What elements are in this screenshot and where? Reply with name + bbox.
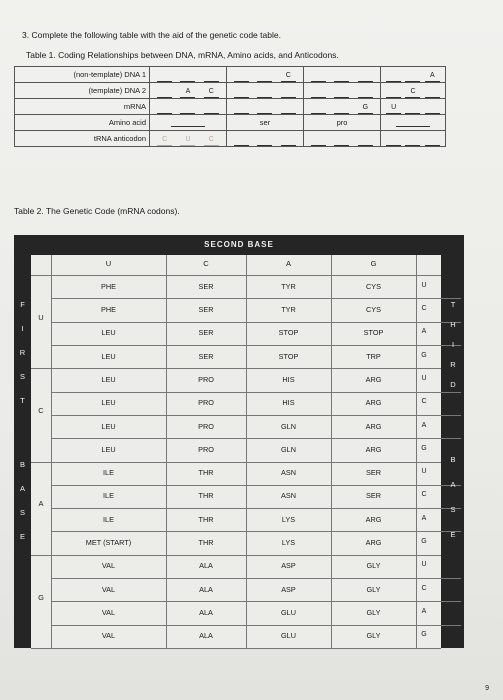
table1-row bbox=[15, 83, 446, 99]
nucleotide-slot bbox=[180, 103, 195, 114]
codon-amino-acid: TRP bbox=[366, 351, 381, 361]
nucleotide-slot bbox=[425, 87, 440, 98]
nucleotide-slot bbox=[234, 103, 249, 114]
codon-slots bbox=[304, 131, 380, 146]
codon-amino-acid: LEU bbox=[101, 328, 116, 338]
codon-cell[interactable] bbox=[304, 99, 381, 115]
codon-cell[interactable] bbox=[304, 67, 381, 83]
codon-amino-acid: VAL bbox=[101, 631, 116, 641]
nucleotide-slot: G bbox=[358, 103, 373, 114]
codon-amino-acid: ALA bbox=[199, 584, 213, 594]
grid-divider bbox=[416, 255, 417, 648]
row-label: Amino acid bbox=[15, 115, 150, 131]
codon-amino-acid: ALA bbox=[199, 608, 213, 618]
codon-amino-acid: ASN bbox=[280, 468, 296, 478]
codon-amino-acid: SER bbox=[198, 281, 214, 291]
nucleotide-slot bbox=[311, 87, 326, 98]
codon-slots bbox=[227, 131, 303, 146]
grid-divider bbox=[31, 462, 441, 463]
codon-cell[interactable] bbox=[150, 131, 227, 147]
third-base-label: C bbox=[421, 584, 427, 592]
nucleotide-slot bbox=[334, 135, 349, 146]
amino-acid-cell[interactable] bbox=[381, 115, 446, 131]
codon-amino-acid: MET (START) bbox=[85, 538, 132, 548]
table1-row bbox=[15, 131, 446, 147]
amino-acid-cell[interactable] bbox=[150, 115, 227, 131]
second-base-header: U bbox=[105, 259, 112, 268]
codon-amino-acid: GLY bbox=[366, 561, 381, 571]
genetic-code-table bbox=[14, 235, 464, 648]
codon-amino-acid: THR bbox=[198, 468, 214, 478]
third-base-label: G bbox=[421, 444, 427, 452]
third-base-side-letter: R bbox=[450, 360, 456, 369]
first-base-side-letter: S bbox=[19, 372, 25, 381]
grid-divider bbox=[51, 485, 461, 486]
nucleotide-slot: C bbox=[204, 87, 219, 98]
page-number: 9 bbox=[485, 685, 489, 692]
codon-cell[interactable] bbox=[227, 67, 304, 83]
nucleotide-slot bbox=[157, 103, 172, 114]
codon-amino-acid: SER bbox=[365, 468, 381, 478]
grid-divider bbox=[51, 508, 461, 509]
third-base-label: U bbox=[421, 468, 427, 476]
codon-amino-acid: PRO bbox=[198, 374, 214, 384]
codon-amino-acid: SER bbox=[198, 304, 214, 314]
nucleotide-slot: C bbox=[281, 71, 296, 82]
grid-divider bbox=[51, 601, 461, 602]
codon-amino-acid: TYR bbox=[281, 304, 296, 314]
codon-slots bbox=[150, 131, 226, 146]
third-base-side-letter: E bbox=[450, 530, 456, 539]
codon-cell[interactable] bbox=[304, 131, 381, 147]
table1-row bbox=[15, 115, 446, 131]
codon-amino-acid: ALA bbox=[199, 631, 213, 641]
codon-amino-acid: CYS bbox=[365, 304, 381, 314]
codon-amino-acid: ASP bbox=[281, 584, 296, 594]
grid-divider bbox=[166, 255, 167, 648]
nucleotide-slot bbox=[311, 71, 326, 82]
codon-cell[interactable] bbox=[227, 99, 304, 115]
third-base-label: C bbox=[421, 491, 427, 499]
codon-amino-acid: VAL bbox=[101, 608, 116, 618]
codon-amino-acid: LEU bbox=[101, 351, 116, 361]
nucleotide-slot bbox=[425, 103, 440, 114]
nucleotide-slot: A bbox=[180, 87, 195, 98]
nucleotide-slot bbox=[386, 87, 401, 98]
first-base-side-letter: B bbox=[19, 460, 25, 469]
codon-amino-acid: ASN bbox=[280, 491, 296, 501]
codon-amino-acid: PRO bbox=[198, 421, 214, 431]
nucleotide-slot bbox=[204, 103, 219, 114]
amino-acid-cell[interactable] bbox=[227, 115, 304, 131]
nucleotide-slot: U bbox=[386, 103, 401, 114]
amino-acid-cell[interactable] bbox=[304, 115, 381, 131]
codon-amino-acid: PRO bbox=[198, 398, 214, 408]
codon-amino-acid: GLY bbox=[366, 608, 381, 618]
codon-slots bbox=[150, 99, 226, 114]
grid-divider bbox=[51, 625, 461, 626]
grid-divider bbox=[51, 438, 461, 439]
nucleotide-slot: C bbox=[405, 87, 420, 98]
codon-amino-acid: GLN bbox=[280, 421, 296, 431]
nucleotide-slot bbox=[358, 71, 373, 82]
codon-amino-acid: ASP bbox=[281, 561, 296, 571]
nucleotide-slot bbox=[334, 103, 349, 114]
amino-acid-value bbox=[150, 118, 226, 127]
third-base-label: A bbox=[421, 608, 427, 616]
nucleotide-slot bbox=[358, 135, 373, 146]
codon-amino-acid: LEU bbox=[101, 444, 116, 454]
third-base-label: A bbox=[421, 328, 427, 336]
codon-amino-acid: SER bbox=[198, 328, 214, 338]
codon-cell[interactable] bbox=[150, 99, 227, 115]
nucleotide-slot bbox=[257, 135, 272, 146]
codon-slots bbox=[381, 67, 445, 82]
third-base-side-letter: A bbox=[450, 480, 456, 489]
nucleotide-slot bbox=[405, 103, 420, 114]
answer-blank bbox=[171, 118, 205, 127]
grid-divider bbox=[31, 555, 441, 556]
amino-acid-value: pro bbox=[336, 118, 348, 127]
first-base-side-letter: A bbox=[19, 484, 25, 493]
table1-row bbox=[15, 99, 446, 115]
third-base-label: G bbox=[421, 351, 427, 359]
codon-slots bbox=[304, 83, 380, 98]
nucleotide-slot bbox=[386, 71, 401, 82]
codon-amino-acid: ILE bbox=[103, 491, 114, 501]
coding-relationships-table bbox=[14, 66, 446, 147]
codon-slots bbox=[304, 67, 380, 82]
nucleotide-slot bbox=[405, 135, 420, 146]
codon-amino-acid: ARG bbox=[365, 444, 382, 454]
question-title: 3. Complete the following table with the aid of the genetic code table. bbox=[22, 30, 281, 40]
second-base-header: A bbox=[285, 259, 291, 268]
genetic-code-grid bbox=[31, 255, 441, 648]
codon-amino-acid: ILE bbox=[103, 468, 114, 478]
codon-slots bbox=[150, 83, 226, 98]
nucleotide-slot bbox=[311, 135, 326, 146]
grid-divider bbox=[31, 275, 441, 276]
amino-acid-value bbox=[381, 118, 445, 127]
codon-amino-acid: ARG bbox=[365, 514, 382, 524]
nucleotide-slot: U bbox=[180, 135, 195, 146]
third-base-label: U bbox=[421, 561, 427, 569]
first-base-side-letter: E bbox=[19, 532, 25, 541]
row-label: tRNA anticodon bbox=[15, 131, 150, 147]
codon-cell[interactable] bbox=[227, 131, 304, 147]
codon-amino-acid: LYS bbox=[281, 538, 296, 548]
grid-divider bbox=[51, 531, 461, 532]
grid-divider bbox=[31, 648, 441, 649]
codon-amino-acid: ARG bbox=[365, 374, 382, 384]
codon-amino-acid: GLU bbox=[280, 631, 296, 641]
third-base-side-letter: D bbox=[450, 380, 456, 389]
nucleotide-slot bbox=[257, 87, 272, 98]
amino-acid-value: ser bbox=[259, 118, 271, 127]
third-base-label: C bbox=[421, 304, 427, 312]
first-base-label: C bbox=[38, 406, 44, 416]
nucleotide-slot bbox=[334, 71, 349, 82]
codon-amino-acid: THR bbox=[198, 514, 214, 524]
codon-amino-acid: HIS bbox=[282, 374, 295, 384]
codon-amino-acid: LEU bbox=[101, 398, 116, 408]
first-base-side-letter: R bbox=[19, 348, 26, 357]
first-base-label: A bbox=[38, 499, 44, 509]
grid-divider bbox=[51, 322, 461, 323]
nucleotide-slot bbox=[311, 103, 326, 114]
codon-amino-acid: PHE bbox=[100, 281, 116, 291]
third-base-side-letter: H bbox=[450, 320, 456, 329]
codon-amino-acid: ARG bbox=[365, 538, 382, 548]
codon-amino-acid: HIS bbox=[282, 398, 295, 408]
third-base-label: G bbox=[421, 631, 427, 639]
grid-divider bbox=[51, 345, 461, 346]
grid-divider bbox=[51, 415, 461, 416]
nucleotide-slot: C bbox=[157, 135, 172, 146]
codon-slots bbox=[227, 83, 303, 98]
third-base-label: C bbox=[421, 398, 427, 406]
third-base-label: U bbox=[421, 374, 427, 382]
nucleotide-slot bbox=[157, 87, 172, 98]
codon-cell[interactable] bbox=[381, 99, 446, 115]
row-label: (non-template) DNA 1 bbox=[15, 67, 150, 83]
row-label: (template) DNA 2 bbox=[15, 83, 150, 99]
codon-cell[interactable] bbox=[304, 83, 381, 99]
codon-amino-acid: ARG bbox=[365, 398, 382, 408]
codon-amino-acid: PHE bbox=[100, 304, 116, 314]
codon-amino-acid: STOP bbox=[363, 328, 384, 338]
grid-divider bbox=[51, 392, 461, 393]
nucleotide-slot: A bbox=[425, 71, 440, 82]
codon-amino-acid: GLU bbox=[280, 608, 296, 618]
codon-amino-acid: LYS bbox=[281, 514, 296, 524]
nucleotide-slot bbox=[281, 135, 296, 146]
first-base-label: G bbox=[38, 592, 44, 602]
nucleotide-slot bbox=[257, 103, 272, 114]
table1-caption: Table 1. Coding Relationships between DNA, mRNA, Amino acids, and Anticodons. bbox=[26, 50, 339, 60]
codon-amino-acid: GLY bbox=[366, 631, 381, 641]
codon-amino-acid: VAL bbox=[101, 584, 116, 594]
first-base-side-letter: F bbox=[20, 300, 25, 309]
table2-caption: Table 2. The Genetic Code (mRNA codons). bbox=[14, 206, 180, 216]
grid-divider bbox=[51, 255, 52, 648]
table1-row bbox=[15, 67, 446, 83]
grid-divider bbox=[31, 368, 441, 369]
codon-slots bbox=[227, 99, 303, 114]
grid-divider bbox=[246, 255, 247, 648]
nucleotide-slot bbox=[180, 71, 195, 82]
codon-slots bbox=[150, 67, 226, 82]
codon-slots bbox=[381, 99, 445, 114]
nucleotide-slot bbox=[234, 71, 249, 82]
codon-amino-acid: TYR bbox=[281, 281, 296, 291]
third-base-side-letter: B bbox=[450, 455, 456, 464]
third-base-side-letter: T bbox=[450, 300, 456, 309]
nucleotide-slot bbox=[358, 87, 373, 98]
codon-amino-acid: SER bbox=[198, 351, 214, 361]
codon-amino-acid: VAL bbox=[101, 561, 116, 571]
nucleotide-slot bbox=[425, 135, 440, 146]
third-base-label: A bbox=[421, 514, 427, 522]
codon-slots bbox=[304, 99, 380, 114]
third-base-label: U bbox=[421, 281, 427, 289]
codon-cell[interactable] bbox=[381, 83, 446, 99]
third-base-label: G bbox=[421, 538, 427, 546]
grid-divider bbox=[331, 255, 332, 648]
codon-amino-acid: STOP bbox=[278, 328, 299, 338]
first-base-side-letter: T bbox=[20, 396, 25, 405]
codon-amino-acid: LEU bbox=[101, 421, 116, 431]
nucleotide-slot bbox=[234, 135, 249, 146]
codon-cell[interactable] bbox=[150, 67, 227, 83]
first-base-side-letter: S bbox=[19, 508, 25, 517]
nucleotide-slot bbox=[405, 71, 420, 82]
codon-cell[interactable] bbox=[227, 83, 304, 99]
nucleotide-slot bbox=[234, 87, 249, 98]
codon-slots bbox=[227, 67, 303, 82]
nucleotide-slot bbox=[157, 71, 172, 82]
second-base-title: SECOND BASE bbox=[204, 240, 274, 249]
codon-amino-acid: SER bbox=[365, 491, 381, 501]
codon-cell[interactable] bbox=[381, 131, 446, 147]
codon-amino-acid: CYS bbox=[365, 281, 381, 291]
third-base-label: A bbox=[421, 421, 427, 429]
nucleotide-slot bbox=[281, 103, 296, 114]
nucleotide-slot bbox=[204, 71, 219, 82]
first-base-side-letter: I bbox=[21, 324, 24, 333]
nucleotide-slot bbox=[386, 135, 401, 146]
codon-cell[interactable] bbox=[381, 67, 446, 83]
codon-amino-acid: PRO bbox=[198, 444, 214, 454]
codon-amino-acid: ARG bbox=[365, 421, 382, 431]
second-base-header: G bbox=[370, 259, 377, 268]
codon-amino-acid: THR bbox=[198, 491, 214, 501]
codon-amino-acid: ALA bbox=[199, 561, 213, 571]
codon-amino-acid: GLN bbox=[280, 444, 296, 454]
nucleotide-slot bbox=[334, 87, 349, 98]
nucleotide-slot bbox=[257, 71, 272, 82]
codon-cell[interactable] bbox=[150, 83, 227, 99]
nucleotide-slot: C bbox=[204, 135, 219, 146]
codon-amino-acid: THR bbox=[198, 538, 214, 548]
grid-divider bbox=[51, 298, 461, 299]
codon-slots bbox=[381, 83, 445, 98]
codon-amino-acid: ILE bbox=[103, 514, 114, 524]
third-base-side-letter: I bbox=[451, 340, 455, 349]
grid-divider bbox=[51, 578, 461, 579]
nucleotide-slot bbox=[281, 87, 296, 98]
answer-blank bbox=[396, 118, 430, 127]
codon-amino-acid: GLY bbox=[366, 584, 381, 594]
second-base-header: C bbox=[203, 259, 209, 268]
third-base-side-letter: S bbox=[450, 505, 456, 514]
codon-amino-acid: STOP bbox=[278, 351, 299, 361]
codon-slots bbox=[381, 131, 445, 146]
codon-amino-acid: LEU bbox=[101, 374, 116, 384]
first-base-label: U bbox=[38, 312, 44, 322]
row-label: mRNA bbox=[15, 99, 150, 115]
